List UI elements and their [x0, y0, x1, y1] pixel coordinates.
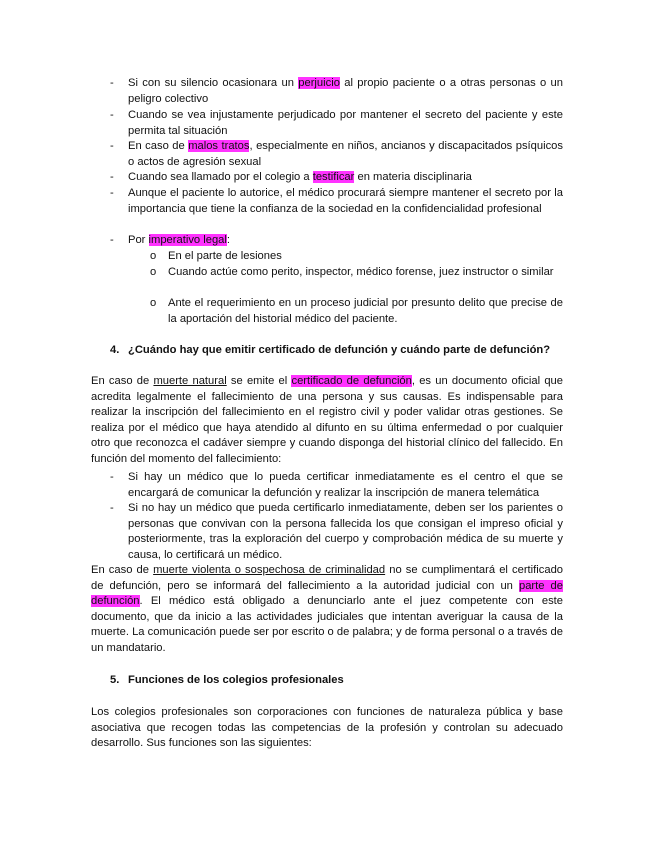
list-item: - En caso de malos tratos, especialmente en niños, ancianos y discapacitados psíquicos o actos de agresión sexual [110, 140, 563, 168]
paragraph: Los colegios profesionales son corporaciones con funciones de naturaleza pública y base asociativa que recogen todas las competencias de la profesión y controlan su adecuado desarrollo. Sus funciones son las siguientes: [91, 706, 563, 750]
highlight: malos tratos [188, 140, 250, 152]
circle-bullet: o [150, 266, 157, 278]
sub-list-item: o En el parte de lesiones [150, 249, 563, 265]
highlight: imperativo legal [148, 234, 227, 246]
sub-list-item: o Cuando actúe como perito, inspector, médico forense, juez instructor o similar [150, 265, 563, 281]
highlight: testificar [312, 171, 355, 183]
highlight: perjuicio [298, 77, 340, 89]
paragraph: En caso de muerte violenta o sospechosa de criminalidad no se cumplimentará el certificado de defunción, pero se informará del fallecimiento a la autoridad judicial con un parte de defunción. El médico está obligado a denunciarlo ante el juez competente con este documento, que da inicio a las actividades judiciales que intentan averiguar la causa de la muerte. La comunicación puede ser por escrito o de palabra; y de forma personal o a través de un mandatario. [91, 564, 564, 654]
circle-bullet: o [150, 297, 157, 309]
section-heading: 4. ¿Cuándo hay que emitir certificado de defunción y cuándo parte de defunción? [110, 344, 551, 356]
dash-bullet: - [110, 234, 114, 246]
dash-bullet: - [110, 471, 114, 483]
list-item: - Aunque el paciente lo autorice, el médico procurará siempre mantener el secreto por la importancia que tiene la confianza de la sociedad en la confidencialidad profesional [110, 187, 563, 215]
dash-bullet: - [110, 109, 114, 121]
list-item: - Cuando se vea injustamente perjudicado por mantener el secreto del paciente y este permita tal situación [110, 109, 563, 137]
circle-bullet: o [150, 250, 157, 262]
list-item: - Si con su silencio ocasionara un perjuicio al propio paciente o a otras personas o un peligro colectivo [110, 77, 563, 105]
dash-bullet: - [110, 77, 114, 89]
underlined-term: muerte natural [153, 375, 227, 387]
dash-bullet: - [110, 502, 114, 514]
section-heading: 5. Funciones de los colegios profesionales [110, 674, 344, 686]
list-item: - Cuando sea llamado por el colegio a testificar en materia disciplinaria [110, 170, 563, 186]
dash-bullet: - [110, 140, 114, 152]
list-item: - Por imperativo legal: [110, 233, 563, 249]
list-item: - Si no hay un médico que pueda certificarlo inmediatamente, deben ser los parientes o personas que convivan con la persona fallecida los que consigan el impreso oficial y posteriormente, tras la exploración del cuerpo y comprobación médica de su muerte y causa, lo certificará un médico. [110, 502, 563, 561]
dash-bullet: - [110, 187, 114, 199]
highlight: parte de defunción [91, 579, 563, 608]
paragraph: En caso de muerte natural se emite el certificado de defunción, es un documento oficial que acredita legalmente el fallecimiento de una persona y sus causas. Es indispensable para realizar la inscripción del fallecimiento en el registro civil y poder validar otras gestiones. Se realiza por el médico que haya atendido al difunto en su última enfermedad o por cualquier otro que reconozca el cadáver siempre y cuando disponga del historial clínico del fallecido. En función del momento del fallecimiento: [91, 375, 563, 465]
list-item: - Si hay un médico que lo pueda certificar inmediatamente es el centro el que se encargará de comunicar la defunción y realizar la inscripción de manera telemática [110, 471, 563, 499]
dash-bullet: - [110, 171, 114, 183]
sub-list-item: o Ante el requerimiento en un proceso judicial por presunto delito que precise de la aportación del historial médico del paciente. [150, 297, 563, 325]
underlined-term: muerte violenta o sospechosa de criminalidad [153, 564, 386, 576]
highlight: certificado de defunción [291, 375, 412, 387]
